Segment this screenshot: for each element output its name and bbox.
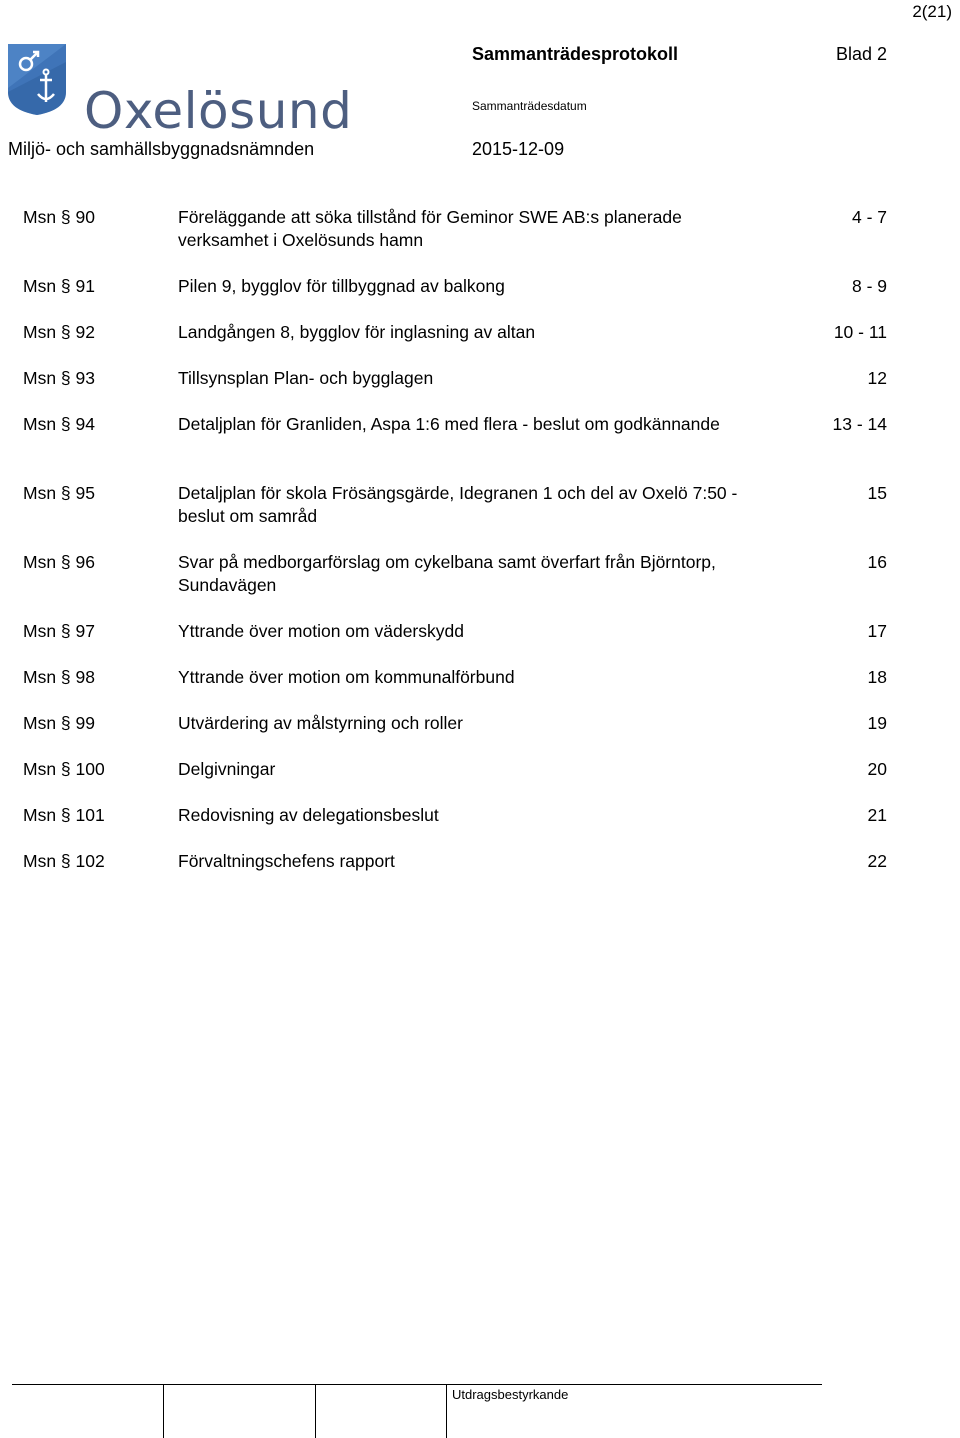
item-title: Utvärdering av målstyrning och roller bbox=[178, 713, 463, 733]
signature-cell-divider bbox=[315, 1384, 316, 1438]
item-title: Förvaltningschefens rapport bbox=[178, 851, 395, 871]
agenda-item bbox=[0, 620, 960, 666]
paragraph-number: Msn § 94 bbox=[23, 414, 95, 434]
paragraph-number: Msn § 96 bbox=[23, 552, 95, 572]
page-range: 13 - 14 bbox=[832, 414, 887, 434]
page-range: 20 bbox=[867, 759, 887, 779]
paragraph-number: Msn § 99 bbox=[23, 713, 95, 733]
paragraph-number: Msn § 101 bbox=[23, 805, 105, 825]
page-number: 2(21) bbox=[912, 2, 952, 21]
meeting-date: 2015-12-09 bbox=[472, 139, 565, 159]
paragraph-number: Msn § 91 bbox=[23, 276, 95, 296]
agenda-item bbox=[0, 551, 960, 620]
agenda-item bbox=[0, 321, 960, 367]
item-title: Delgivningar bbox=[178, 759, 276, 779]
paragraph-number: Msn § 98 bbox=[23, 667, 95, 687]
meeting-date-label: Sammanträdesdatum bbox=[472, 99, 587, 113]
page-range: 4 - 7 bbox=[851, 207, 887, 227]
agenda-item bbox=[0, 206, 960, 275]
paragraph-number: Msn § 90 bbox=[23, 207, 95, 227]
signature-cell-divider bbox=[163, 1384, 164, 1438]
item-title: Yttrande över motion om kommunalförbund bbox=[178, 667, 515, 687]
page-range: 8 - 9 bbox=[851, 276, 887, 296]
agenda-item bbox=[0, 804, 960, 850]
page-range: 15 bbox=[867, 483, 887, 503]
committee-name: Miljö- och samhällsbyggnadsnämnden bbox=[8, 139, 315, 159]
agenda-item bbox=[0, 275, 960, 321]
municipality-logo bbox=[6, 42, 353, 140]
item-title: Tillsynsplan Plan- och bygglagen bbox=[178, 368, 434, 388]
item-title: Landgången 8, bygglov för inglasning av altan bbox=[178, 322, 536, 342]
item-title: Yttrande över motion om väderskydd bbox=[178, 621, 464, 641]
agenda-item bbox=[0, 413, 960, 482]
agenda-item bbox=[0, 666, 960, 712]
oxelosund-shield-icon bbox=[6, 42, 68, 116]
signature-cell-divider bbox=[446, 1384, 447, 1438]
item-title: Pilen 9, bygglov för tillbyggnad av balkong bbox=[178, 276, 505, 296]
agenda-item bbox=[0, 482, 960, 551]
page-range: 19 bbox=[867, 713, 887, 733]
page-range: 10 - 11 bbox=[833, 322, 887, 342]
page-range: 17 bbox=[867, 621, 887, 641]
document-title: Sammanträdesprotokoll bbox=[472, 44, 679, 64]
sheet-number: Blad 2 bbox=[835, 44, 887, 64]
signature-table bbox=[12, 1384, 824, 1438]
paragraph-number: Msn § 100 bbox=[23, 759, 105, 779]
item-title: Detaljplan för skola Frösängsgärde, Idegranen 1 och del av Oxelö 7:50 - beslut om samråd bbox=[178, 483, 738, 526]
paragraph-number: Msn § 102 bbox=[23, 851, 105, 871]
page-range: 12 bbox=[867, 368, 887, 388]
signature-label: Utdragsbestyrkande bbox=[452, 1387, 569, 1402]
paragraph-number: Msn § 92 bbox=[23, 322, 95, 342]
agenda-item bbox=[0, 367, 960, 413]
signature-table-top-border bbox=[12, 1384, 822, 1385]
agenda-item bbox=[0, 758, 960, 804]
page-range: 18 bbox=[867, 667, 887, 687]
agenda-item bbox=[0, 712, 960, 758]
item-title: Redovisning av delegationsbeslut bbox=[178, 805, 439, 825]
agenda-item bbox=[0, 850, 960, 896]
item-title: Föreläggande att söka tillstånd för Geminor SWE AB:s planerade verksamhet i Oxelösunds hamn bbox=[178, 207, 682, 250]
page-range: 21 bbox=[867, 805, 887, 825]
logo-wordmark: Oxelösund bbox=[84, 82, 353, 140]
paragraph-number: Msn § 97 bbox=[23, 621, 95, 641]
paragraph-number: Msn § 95 bbox=[23, 483, 95, 503]
paragraph-number: Msn § 93 bbox=[23, 368, 95, 388]
item-title: Detaljplan för Granliden, Aspa 1:6 med flera - beslut om godkännande bbox=[178, 414, 720, 434]
page-range: 22 bbox=[867, 851, 887, 871]
item-title: Svar på medborgarförslag om cykelbana samt överfart från Björntorp, Sundavägen bbox=[178, 552, 716, 595]
page-range: 16 bbox=[867, 552, 887, 572]
agenda-list bbox=[0, 206, 960, 896]
